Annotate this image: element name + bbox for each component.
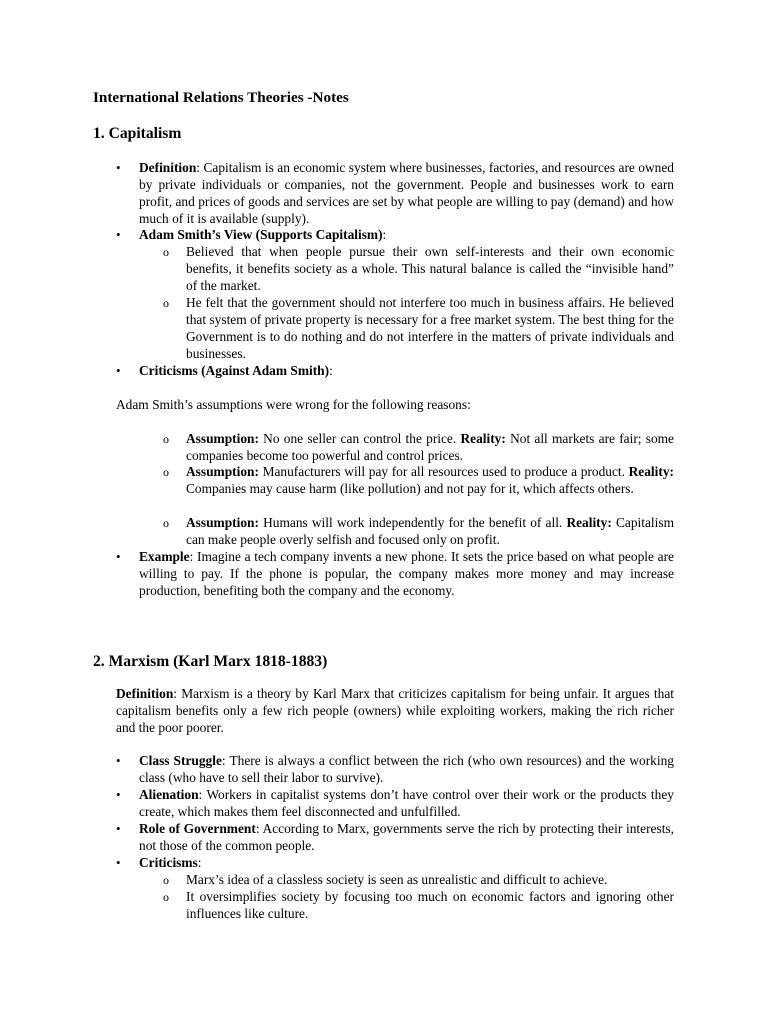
label-colon: : [382, 227, 387, 242]
marxism-definition [116, 686, 674, 737]
point-text: : There is always a conflict between the rich (who own resources) and the working class (who have to sell their labor to survive). [139, 753, 674, 785]
reality-label: Reality: [628, 464, 674, 479]
adam-smith-label: Adam Smith’s View (Supports Capitalism) [139, 227, 383, 242]
criticism-item [163, 464, 674, 498]
section-heading-marxism: 2. Marxism (Karl Marx 1818-1883) [93, 653, 328, 670]
reality-text: Companies may cause harm (like pollution) and not pay for it, which affects others. [186, 480, 634, 496]
adam-smith-point [163, 295, 674, 363]
criticisms-label: Criticisms [139, 855, 198, 870]
sub-bullet-marker: o [163, 296, 169, 310]
example-text: : Imagine a tech company invents a new phone. It sets the price based on what people are willing to pay. If the phone is popular, the company makes more money and may increase production, benefiting both the company and the economy. [139, 549, 674, 598]
criticisms-adam-smith [116, 363, 674, 380]
capitalism-example [116, 549, 674, 600]
marxism-criticism-item [163, 872, 674, 889]
sub-bullet-marker: o [163, 245, 169, 259]
point-label: Class Struggle [139, 753, 222, 768]
definition-text: : Capitalism is an economic system where businesses, factories, and resources are owned by private individuals or companies, not the government. People and businesses work to earn profit, and prices of goods and services are set by what people are willing to pay (demand) and how much of it is available (supply). [139, 160, 674, 226]
bullet-marker: • [116, 821, 121, 836]
reality-label: Reality: [566, 515, 612, 530]
sub-bullet-marker: o [163, 432, 169, 446]
bullet-marker: • [116, 855, 121, 870]
adam-smith-point [163, 244, 674, 295]
reality-label: Reality: [460, 431, 506, 446]
point-text: : Workers in capitalist systems don’t have control over their work or the products they create, which makes them feel disconnected and unfulfilled. [139, 787, 674, 819]
criticism-item [163, 515, 674, 549]
bullet-marker: • [116, 363, 121, 378]
marxism-criticism-item [163, 889, 674, 923]
marxism-point-role-of-government [116, 821, 674, 855]
assumption-text: Humans will work independently for the benefit of all. [258, 515, 567, 530]
assumption-label: Assumption: [186, 515, 259, 530]
section-heading-capitalism: 1. Capitalism [93, 125, 182, 142]
sub-bullet-marker: o [163, 516, 169, 530]
criticism-item [163, 431, 674, 465]
point-label: Alienation [139, 787, 199, 802]
criticism-text: It oversimplifies society by focusing too much on economic factors and ignoring other influences like culture. [186, 889, 674, 921]
sub-bullet-marker: o [163, 873, 169, 887]
reality-text: Capitalism can make people overly selfish and focused only on profit. [186, 515, 674, 547]
assumption-text: Manufacturers will pay for all resources used to produce a product. [258, 464, 629, 479]
definition-label: Definition [116, 686, 174, 701]
criticism-text: Marx’s idea of a classless society is seen as unrealistic and difficult to achieve. [186, 872, 608, 887]
assumption-text: No one seller can control the price. [258, 431, 461, 446]
criticisms-label: Criticisms (Against Adam Smith) [139, 363, 330, 378]
bullet-marker: • [116, 160, 121, 175]
label-colon: : [197, 855, 202, 870]
point-text: : According to Marx, governments serve the rich by protecting their interests, not those of the common people. [139, 821, 674, 853]
adam-smith-point-text: Believed that when people pursue their own self-interests and their own economic benefits, it benefits society as a whole. This natural balance is called the “invisible hand” of the market. [186, 244, 674, 293]
marxism-criticisms [116, 855, 674, 872]
definition-text: : Marxism is a theory by Karl Marx that criticizes capitalism for being unfair. It argues that capitalism benefits only a few rich people (owners) while exploiting workers, making the rich richer and the poor poorer. [116, 686, 674, 735]
definition-label: Definition [139, 160, 197, 175]
marxism-point-class-struggle [116, 753, 674, 787]
capitalism-definition [116, 160, 674, 228]
bullet-marker: • [116, 227, 121, 242]
sub-bullet-marker: o [163, 890, 169, 904]
example-label: Example [139, 549, 190, 564]
sub-bullet-marker: o [163, 465, 169, 479]
criticisms-intro: Adam Smith’s assumptions were wrong for the following reasons: [116, 397, 471, 412]
bullet-marker: • [116, 549, 121, 564]
point-label: Role of Government [139, 821, 256, 836]
bullet-marker: • [116, 787, 121, 802]
assumption-label: Assumption: [186, 431, 259, 446]
document-title: International Relations Theories -Notes [93, 89, 349, 106]
adam-smith-point-text: He felt that the government should not interfere too much in business affairs. He believed that system of private property is necessary for a free market system. The best thing for the Government is to do nothing and do not interfere in the matters of private individuals and businesses. [186, 295, 674, 361]
adam-smith-view [116, 227, 674, 244]
assumption-label: Assumption: [186, 464, 259, 479]
reality-text: Not all markets are fair; some companies become too powerful and control prices. [186, 431, 674, 463]
label-colon: : [329, 363, 333, 378]
bullet-marker: • [116, 753, 121, 768]
marxism-point-alienation [116, 787, 674, 821]
